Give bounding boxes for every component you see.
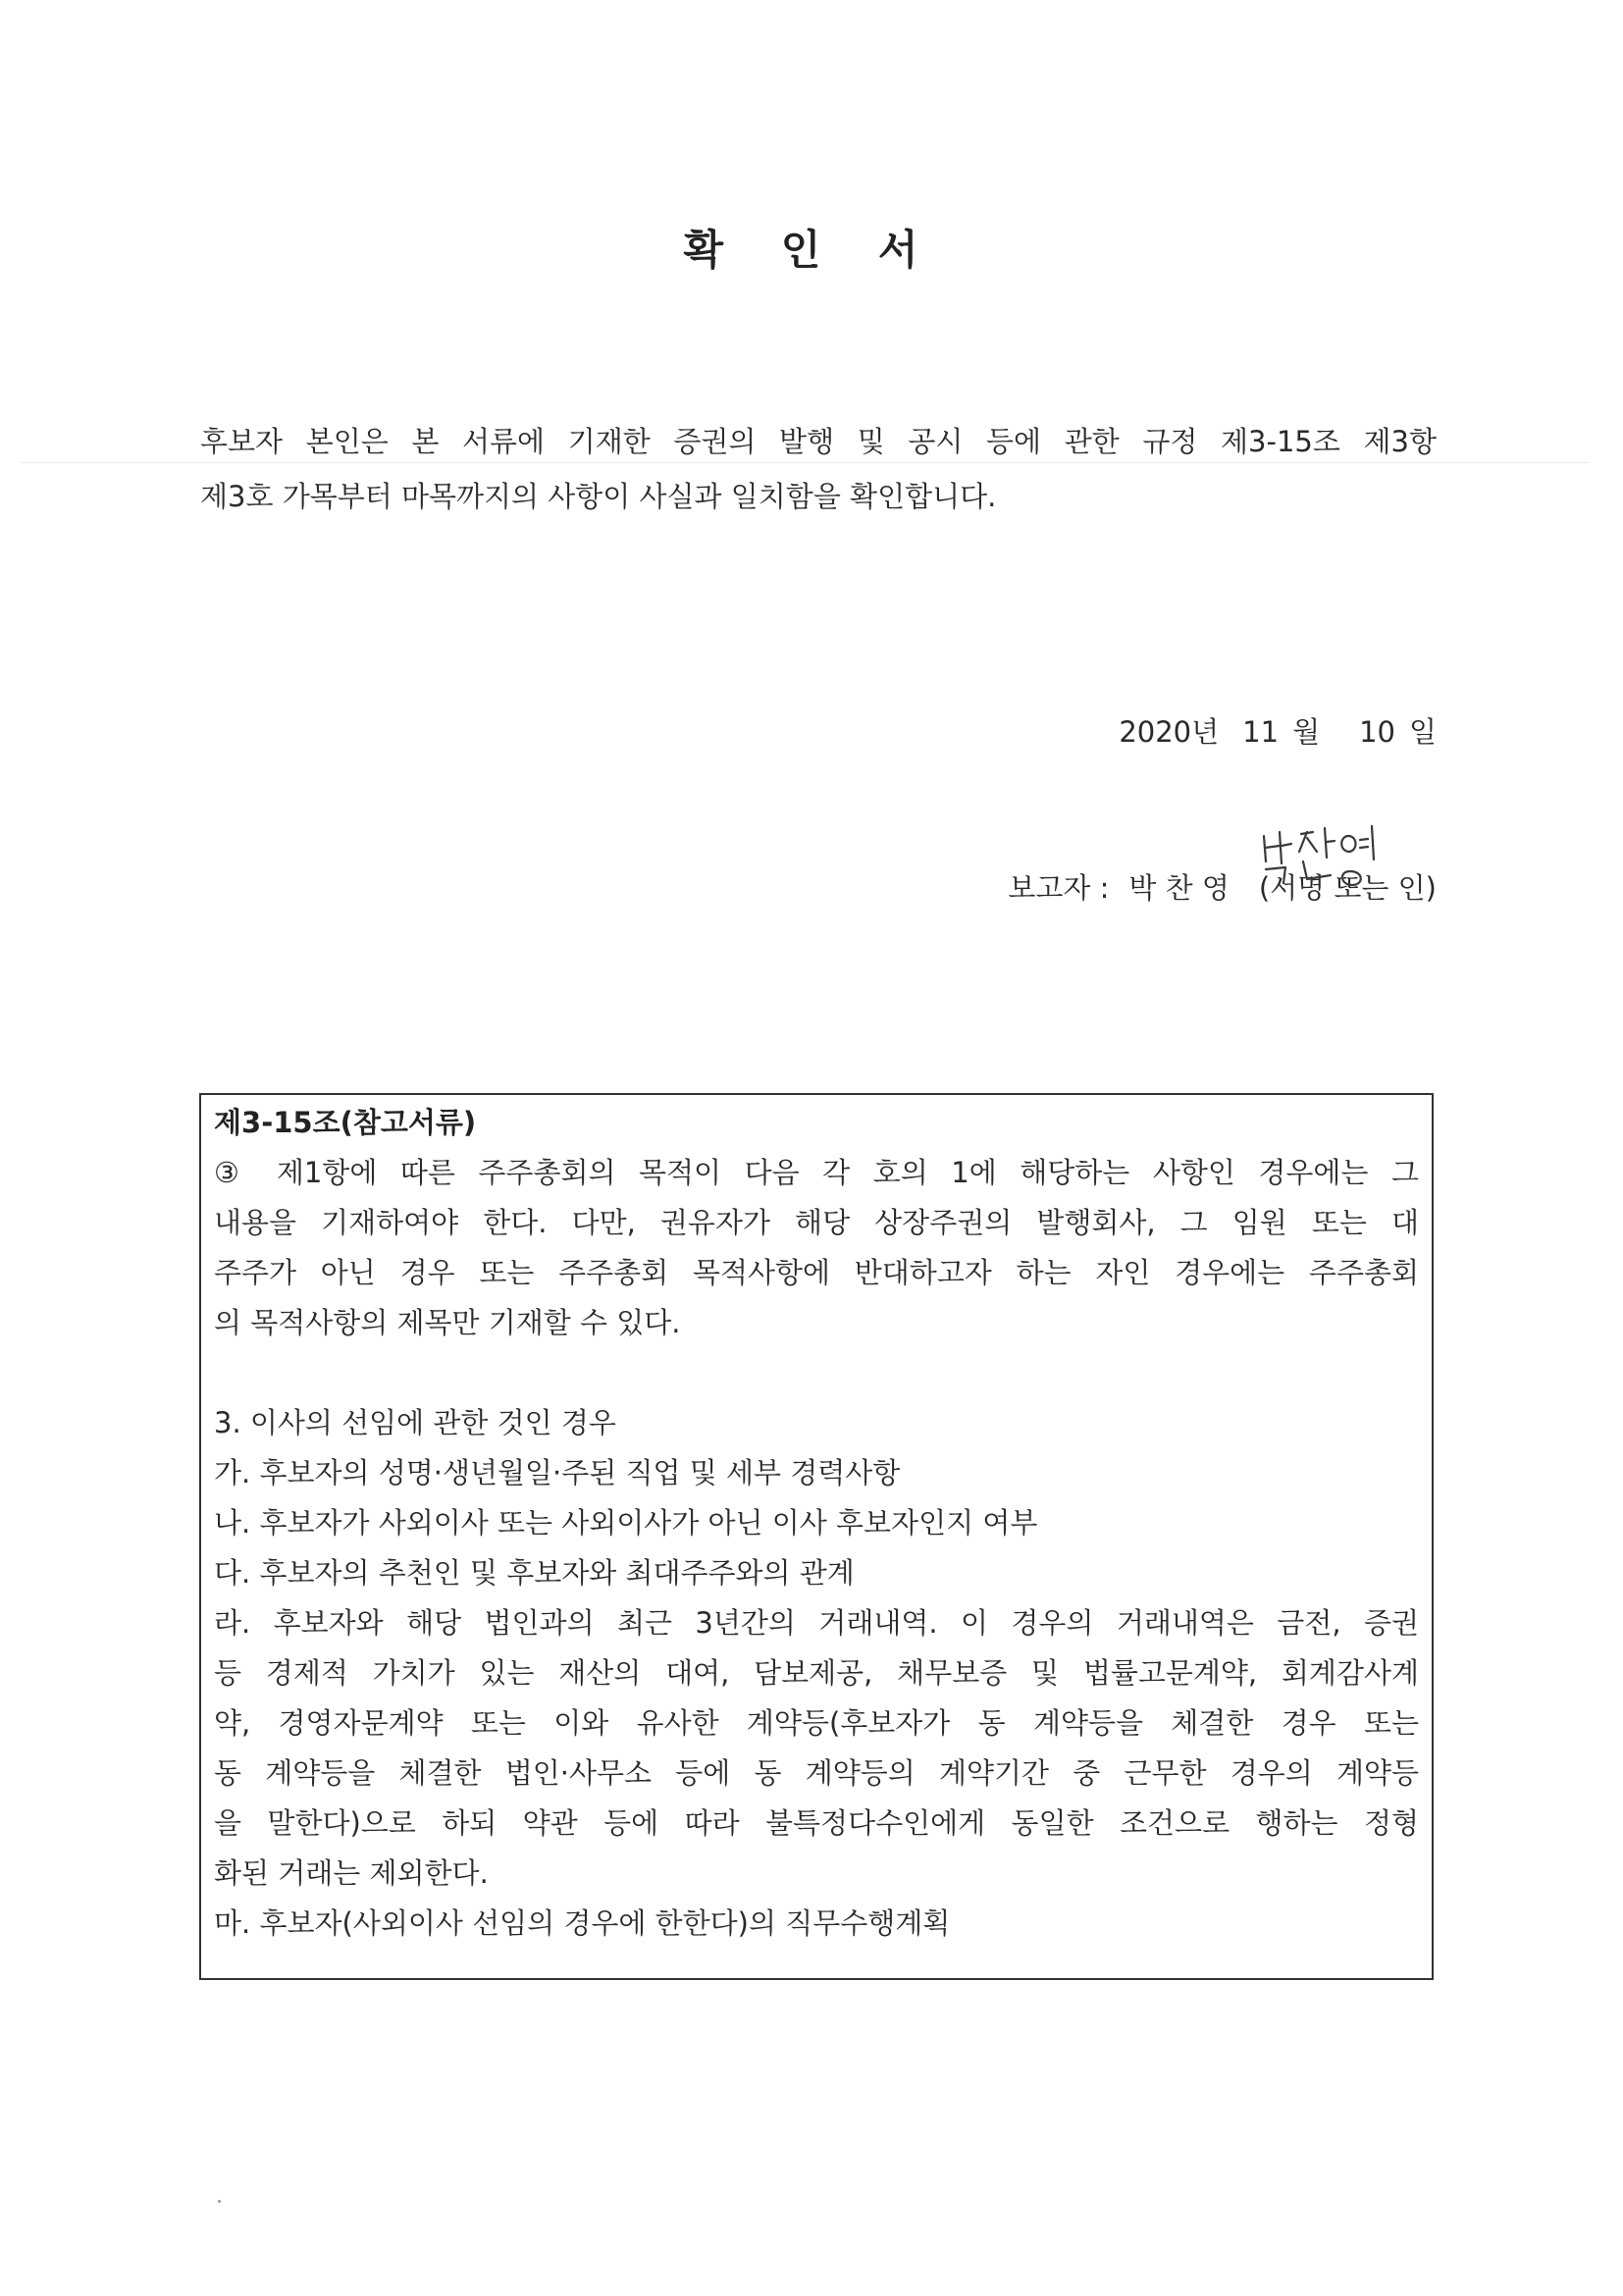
statement-line-1: 후보자 본인은 본 서류에 기재한 증권의 발행 및 공시 등에 관한 규정 제3-15조 제3항: [200, 425, 1437, 458]
signature-or-seal-note: (서명 또는 인): [1258, 871, 1437, 905]
statement-line-2: 제3호 가목부터 마목까지의 사항이 사실과 일치함을 확인합니다.: [200, 480, 997, 513]
sub-item-ra-line: 등 경제적 가치가 있는 재산의 대여, 담보제공, 채무보증 및 법률고문계약, 회계감사계: [214, 1656, 1419, 1690]
reference-title: 제3-15조(참고서류): [214, 1106, 477, 1139]
reference-regulation-box: [199, 1093, 1434, 1980]
sub-item-ma: 마. 후보자(사외이사 선임의 경우에 한한다)의 직무수행계획: [214, 1906, 951, 1940]
sub-item-ga: 가. 후보자의 성명·생년월일·주된 직업 및 세부 경력사항: [214, 1456, 901, 1489]
paragraph-3-line: 내용을 기재하여야 한다. 다만, 권유자가 해당 상장주권의 발행회사, 그 임원 또는 대: [214, 1206, 1419, 1239]
date-day-number: 10: [1359, 715, 1395, 749]
reference-body: [214, 1148, 1419, 1949]
sub-item-ra-line: 화된 거래는 제외한다.: [214, 1856, 489, 1890]
sub-item-ra-line: 약, 경영자문계약 또는 이와 유사한 계약등(후보자가 동 계약등을 체결한 경우 또는: [214, 1706, 1419, 1740]
paragraph-3-line: ③ 제1항에 따른 주주총회의 목적이 다음 각 호의 1에 해당하는 사항인 경우에는 그: [214, 1156, 1419, 1189]
document-title: 확 인 서: [683, 226, 940, 274]
date-month-number: 11: [1242, 715, 1280, 749]
date-month-unit: 월: [1292, 715, 1321, 749]
paragraph-3-line: 주주가 아닌 경우 또는 주주총회 목적사항에 반대하고자 하는 자인 경우에는 주주총회: [214, 1256, 1419, 1289]
confirmation-statement: [200, 414, 1437, 524]
paragraph-3-line: 의 목적사항의 제목만 기재할 수 있다.: [214, 1306, 681, 1339]
handwritten-signature-icon: [1256, 822, 1384, 891]
reporter-name: 박 찬 영: [1128, 871, 1230, 905]
blank-line: [214, 1348, 1419, 1398]
sub-item-ra-line: 을 말한다)으로 하되 약관 등에 따라 불특정다수인에게 동일한 조건으로 행하는 정형: [214, 1806, 1419, 1840]
reporter-label: 보고자 :: [1008, 871, 1110, 905]
sub-item-da: 다. 후보자의 추천인 및 후보자와 최대주주와의 관계: [214, 1556, 855, 1590]
sub-item-ra-line: 라. 후보자와 해당 법인과의 최근 3년간의 거래내역. 이 경우의 거래내역은 금전, 증권: [214, 1606, 1419, 1640]
scan-speck: [218, 2200, 221, 2203]
sub-item-na: 나. 후보자가 사외이사 또는 사외이사가 아닌 이사 후보자인지 여부: [214, 1506, 1038, 1539]
item-3-heading: 3. 이사의 선임에 관한 것인 경우: [214, 1406, 616, 1439]
date-day-unit: 일: [1408, 715, 1437, 749]
date-year: 2020년: [1119, 715, 1220, 749]
date-line: [1119, 710, 1437, 751]
sub-item-ra-line: 동 계약등을 체결한 법인·사무소 등에 동 계약등의 계약기간 중 근무한 경우의 계약등: [214, 1756, 1419, 1790]
